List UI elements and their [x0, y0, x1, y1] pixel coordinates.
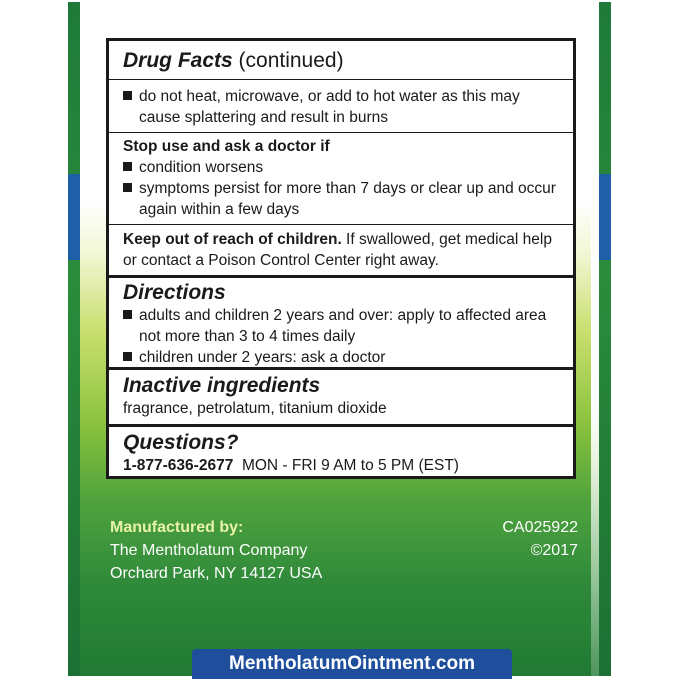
- inactive-section: [109, 374, 573, 419]
- dir-item-1-line-1: adults and children 2 years and over: apply to affected area: [139, 307, 547, 324]
- hours: MON - FRI 9 AM to 5 PM (EST): [241, 457, 459, 474]
- phone-number: 1-877-636-2677: [123, 457, 234, 474]
- bullet-icon: [123, 162, 132, 171]
- directions-header: Directions: [123, 281, 226, 304]
- product-codes: [502, 516, 578, 562]
- manufacturer-address: Orchard Park, NY 14127 USA: [110, 565, 323, 582]
- box-highlight: [591, 2, 599, 676]
- dir-item-1-line-2: not more than 3 to 4 times daily: [139, 328, 356, 345]
- divider: [109, 224, 573, 225]
- divider: [109, 132, 573, 133]
- keep-out-rest-2: or contact a Poison Control Center right away.: [123, 252, 439, 269]
- divider-thick: [109, 275, 573, 278]
- box-left-edge: [68, 2, 80, 676]
- copyright: ©2017: [530, 542, 578, 559]
- blue-stripe-right: [599, 174, 611, 260]
- divider-thick: [109, 424, 573, 427]
- drug-facts-title-suffix: (continued): [238, 49, 344, 72]
- dir-item-2: children under 2 years: ask a doctor: [139, 349, 386, 366]
- divider-thick: [109, 367, 573, 370]
- website-banner: MentholatumOintment.com: [192, 649, 512, 679]
- keep-out-bold: Keep out of reach of children.: [123, 231, 342, 248]
- inactive-header: Inactive ingredients: [123, 374, 321, 397]
- manufacturer-company: The Mentholatum Company: [110, 542, 308, 559]
- bullet-icon: [123, 183, 132, 192]
- bullet-icon: [123, 352, 132, 361]
- stop-item-1: condition worsens: [139, 159, 264, 176]
- warning-line-2: cause splattering and result in burns: [139, 109, 389, 126]
- stop-item-2-line-1: symptoms persist for more than 7 days or clear up and occur: [139, 180, 556, 197]
- drug-facts-title: Drug Facts: [123, 49, 233, 72]
- questions-header: Questions?: [123, 431, 239, 454]
- warning-section: [109, 86, 573, 128]
- product-code: CA025922: [502, 519, 578, 536]
- directions-section: [109, 281, 573, 368]
- bullet-icon: [123, 91, 132, 100]
- inactive-text: fragrance, petrolatum, titanium dioxide: [123, 400, 387, 417]
- stop-item-2-line-2: again within a few days: [139, 201, 300, 218]
- bullet-icon: [123, 310, 132, 319]
- manufacturer-info: [110, 516, 322, 585]
- stop-use-section: [109, 136, 573, 220]
- box-right-edge: [599, 2, 611, 676]
- drug-facts-header: [109, 49, 573, 73]
- divider: [109, 79, 573, 80]
- questions-section: [109, 431, 573, 476]
- manufacturer-label: Manufactured by:: [110, 519, 244, 536]
- warning-line-1: do not heat, microwave, or add to hot water as this may: [139, 88, 520, 105]
- drug-facts-panel: [106, 38, 576, 479]
- blue-stripe-left: [68, 174, 80, 260]
- keep-out-section: [109, 229, 573, 271]
- keep-out-rest-1: If swallowed, get medical help: [341, 231, 552, 248]
- stop-use-header: Stop use and ask a doctor if: [123, 138, 330, 155]
